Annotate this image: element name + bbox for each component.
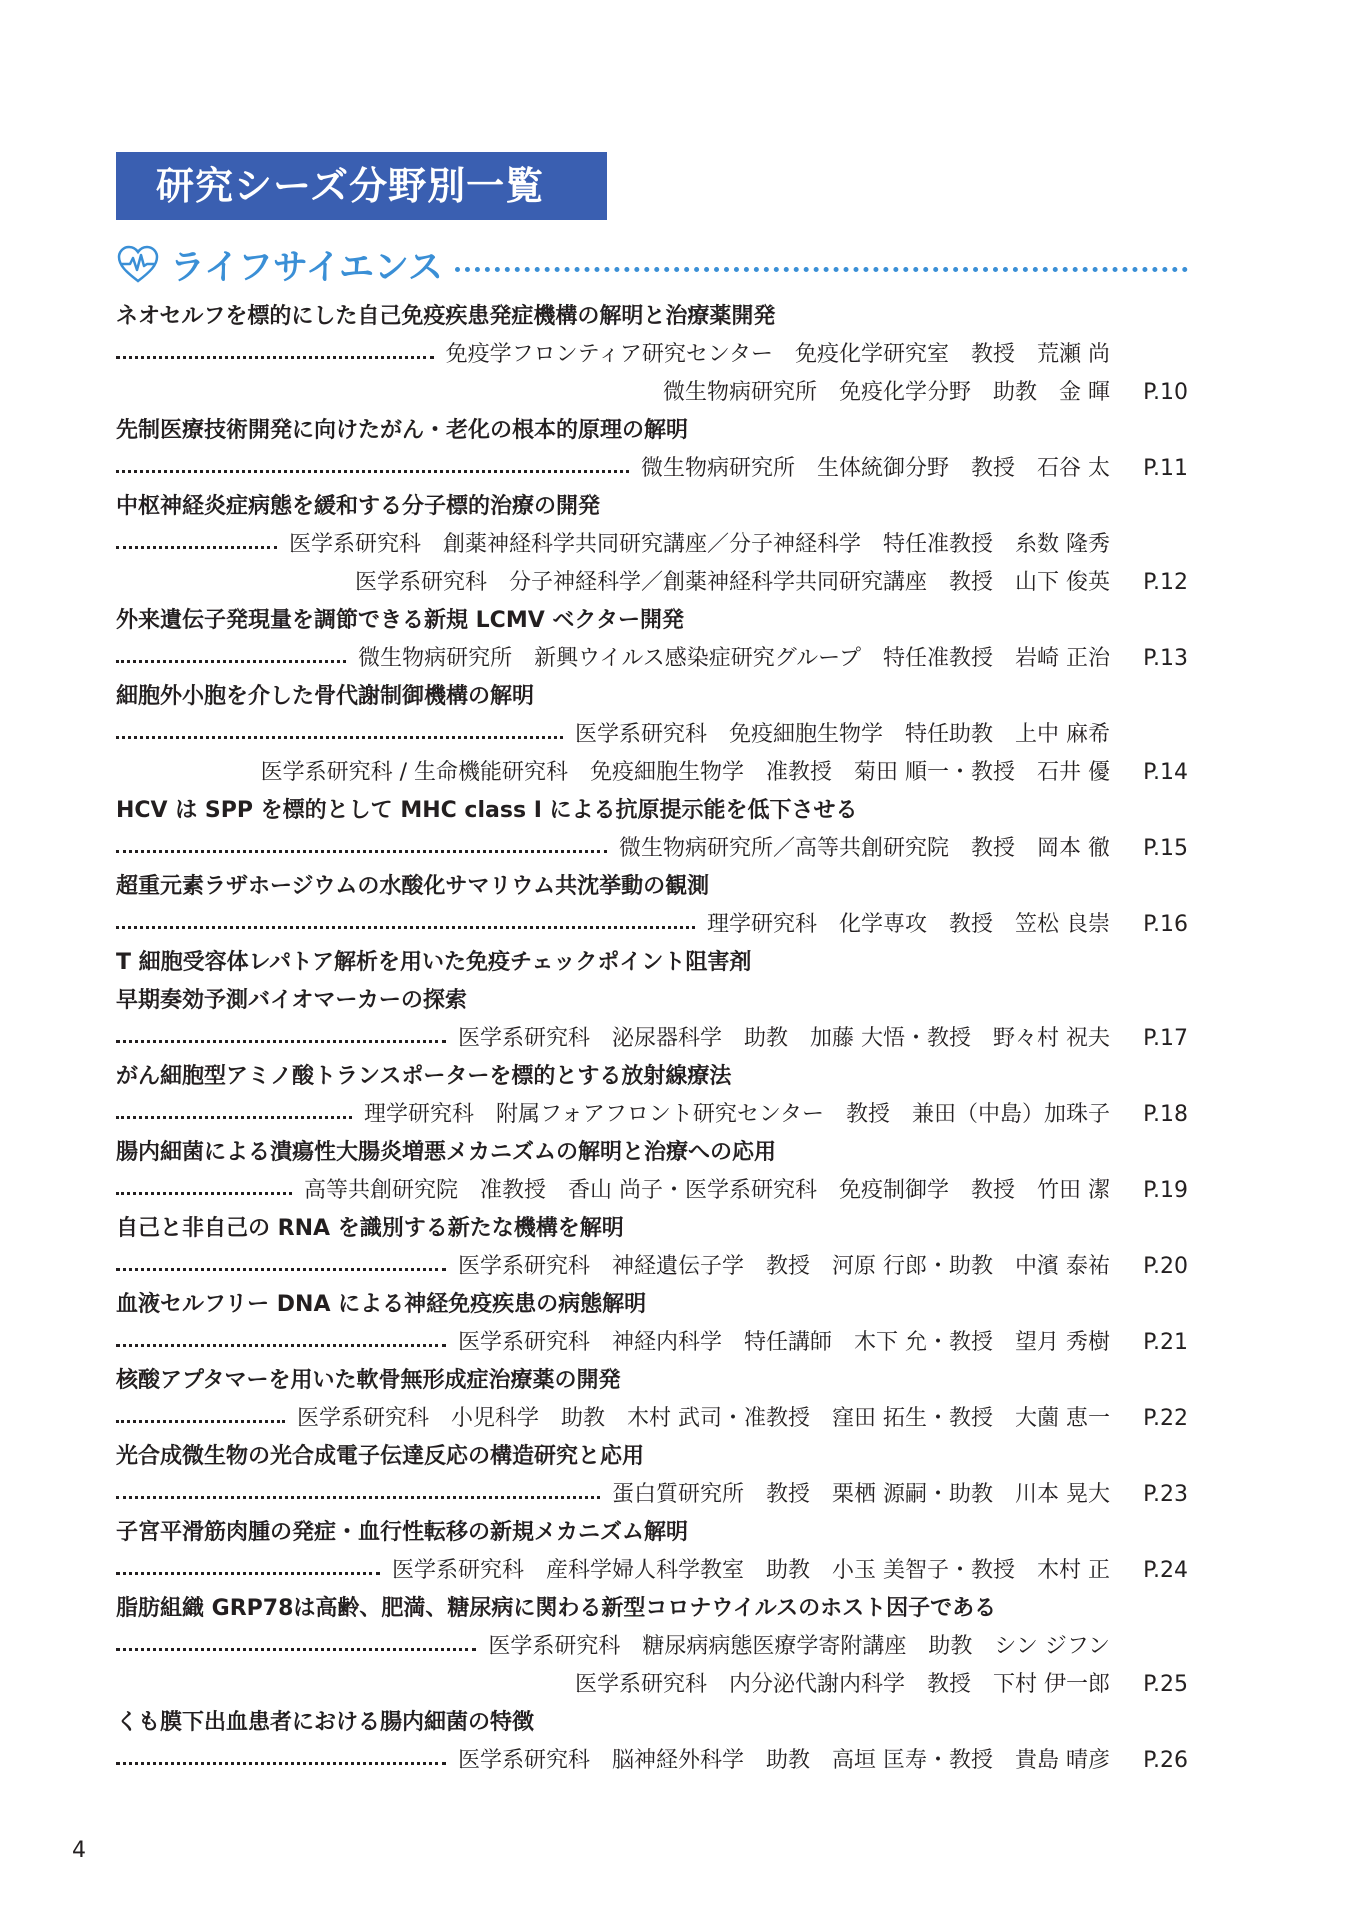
list-item: [116, 1514, 1188, 1590]
entry-authors: 医学系研究科 内分泌代謝内科学 教授 下村 伊一郎: [575, 1672, 1110, 1697]
entry-page-ref: P.18: [1143, 1102, 1188, 1127]
entry-author-line: [116, 1628, 1188, 1666]
list-item: [116, 488, 1188, 602]
dotted-leader: [116, 1496, 600, 1499]
entry-page-ref: P.23: [1143, 1482, 1188, 1507]
entry-authors: 医学系研究科 脳神経外科学 助教 高垣 匡寿・教授 貴島 晴彦: [458, 1748, 1110, 1773]
entry-title: 子宮平滑筋肉腫の発症・血行性転移の新規メカニズム解明: [116, 1520, 689, 1545]
entry-author-line: [116, 1666, 1188, 1704]
entry-authors: 微生物病研究所／高等共創研究院 教授 岡本 徹: [619, 836, 1110, 861]
list-item: [116, 1362, 1188, 1438]
heart-pulse-icon: [116, 245, 160, 285]
entry-page-ref: P.15: [1143, 836, 1188, 861]
list-item: [116, 1704, 1188, 1780]
section-label: ライフサイエンス: [170, 248, 444, 288]
dotted-leader: [116, 660, 346, 663]
list-item: [116, 602, 1188, 678]
list-item: [116, 1286, 1188, 1362]
entry-authors: 免疫学フロンティア研究センター 免疫化学研究室 教授 荒瀬 尚: [445, 342, 1110, 367]
entry-page-ref: P.12: [1143, 570, 1188, 595]
entry-title: ネオセルフを標的にした自己免疫疾患発症機構の解明と治療薬開発: [116, 304, 776, 329]
dotted-leader: [116, 1344, 446, 1347]
entry-title: 自己と非自己の RNA を識別する新たな機構を解明: [116, 1216, 624, 1241]
dotted-leader: [116, 1268, 446, 1271]
dotted-leader: [116, 356, 434, 359]
entry-author-line: [116, 1248, 1188, 1286]
entry-authors: 医学系研究科 産科学婦人科学教室 助教 小玉 美智子・教授 木村 正: [392, 1558, 1110, 1583]
dotted-leader: [116, 546, 277, 549]
entry-author-line: [116, 450, 1188, 488]
entry-page-ref: P.10: [1143, 380, 1188, 405]
entry-page-ref: P.13: [1143, 646, 1188, 671]
entry-author-line: [116, 754, 1188, 792]
list-item: [116, 1210, 1188, 1286]
entry-page-ref: P.26: [1143, 1748, 1188, 1773]
entry-authors: 医学系研究科 神経遺伝子学 教授 河原 行郎・助教 中濱 泰祐: [458, 1254, 1110, 1279]
entry-authors: 蛋白質研究所 教授 栗栖 源嗣・助教 川本 晃大: [612, 1482, 1110, 1507]
list-item: [116, 1590, 1188, 1704]
entry-title: くも膜下出血患者における腸内細菌の特徴: [116, 1710, 535, 1735]
section-dotted-rule: [455, 267, 1188, 272]
entry-page-ref: P.17: [1143, 1026, 1188, 1051]
entry-author-line: [116, 906, 1188, 944]
page-title: 研究シーズ分野別一覧: [116, 152, 607, 220]
entry-page-ref: P.14: [1143, 760, 1188, 785]
entry-author-line: [116, 336, 1188, 374]
entry-author-line: [116, 640, 1188, 678]
entry-title: がん細胞型アミノ酸トランスポーターを標的とする放射線療法: [116, 1064, 732, 1089]
entry-authors: 理学研究科 附属フォアフロント研究センター 教授 兼田（中島）加珠子: [363, 1102, 1110, 1127]
entry-page-ref: P.22: [1143, 1406, 1188, 1431]
entry-authors: 医学系研究科 / 生命機能研究科 免疫細胞生物学 准教授 菊田 順一・教授 石井 優: [260, 760, 1110, 785]
entry-author-line: [116, 716, 1188, 754]
entry-author-line: [116, 1324, 1188, 1362]
entry-page-ref: P.24: [1143, 1558, 1188, 1583]
entry-author-line: [116, 1742, 1188, 1780]
dotted-leader: [116, 1420, 285, 1423]
entry-title: 超重元素ラザホージウムの水酸化サマリウム共沈挙動の観測: [116, 874, 710, 899]
entry-page-ref: P.20: [1143, 1254, 1188, 1279]
entry-author-line: [116, 1096, 1188, 1134]
list-item: [116, 298, 1188, 412]
entry-author-line: [116, 830, 1188, 868]
entry-title: 中枢神経炎症病態を緩和する分子標的治療の開発: [116, 494, 601, 519]
entry-authors: 微生物病研究所 生体統御分野 教授 石谷 太: [641, 456, 1110, 481]
entry-authors: 医学系研究科 泌尿器科学 助教 加藤 大悟・教授 野々村 祝夫: [458, 1026, 1110, 1051]
entry-page-ref: P.11: [1143, 456, 1188, 481]
entry-title: 腸内細菌による潰瘍性大腸炎増悪メカニズムの解明と治療への応用: [116, 1140, 777, 1165]
entry-title: 細胞外小胞を介した骨代謝制御機構の解明: [116, 684, 535, 709]
dotted-leader: [116, 1040, 446, 1043]
list-item: [116, 1058, 1188, 1134]
section-header: [116, 238, 1188, 292]
entry-title: 光合成微生物の光合成電子伝達反応の構造研究と応用: [116, 1444, 645, 1469]
entry-authors: 医学系研究科 創薬神経科学共同研究講座／分子神経科学 特任准教授 糸数 隆秀: [289, 532, 1110, 557]
entry-authors: 微生物病研究所 免疫化学分野 助教 金 暉: [663, 380, 1110, 405]
entry-author-line: [116, 1552, 1188, 1590]
list-item: [116, 412, 1188, 488]
dotted-leader: [116, 1192, 292, 1195]
entry-authors: 医学系研究科 免疫細胞生物学 特任助教 上中 麻希: [575, 722, 1110, 747]
entry-authors: 医学系研究科 神経内科学 特任講師 木下 允・教授 望月 秀樹: [458, 1330, 1110, 1355]
dotted-leader: [116, 850, 607, 853]
entry-title: 脂肪組織 GRP78は高齢、肥満、糖尿病に関わる新型コロナウイルスのホスト因子である: [116, 1596, 997, 1621]
dotted-leader: [116, 736, 563, 739]
entry-author-line: [116, 1020, 1188, 1058]
entry-title: T 細胞受容体レパトア解析を用いた免疫チェックポイント阻害剤: [116, 950, 752, 975]
entry-title: 血液セルフリー DNA による神経免疫疾患の病態解明: [116, 1292, 647, 1317]
entry-title: 先制医療技術開発に向けたがん・老化の根本的原理の解明: [116, 418, 689, 443]
entry-authors: 医学系研究科 糖尿病病態医療学寄附講座 助教 シン ジフン: [488, 1634, 1110, 1659]
list-item: [116, 868, 1188, 944]
dotted-leader: [116, 1116, 352, 1119]
dotted-leader: [116, 1762, 446, 1765]
dotted-leader: [116, 1648, 476, 1651]
list-item: [116, 1134, 1188, 1210]
dotted-leader: [116, 926, 695, 929]
entry-author-line: [116, 1400, 1188, 1438]
dotted-leader: [116, 1572, 380, 1575]
list-item: [116, 678, 1188, 792]
entry-author-line: [116, 526, 1188, 564]
entry-page-ref: P.25: [1143, 1672, 1188, 1697]
entry-page-ref: P.16: [1143, 912, 1188, 937]
entry-page-ref: P.21: [1143, 1330, 1188, 1355]
list-item: [116, 1438, 1188, 1514]
entry-authors: 医学系研究科 分子神経科学／創薬神経科学共同研究講座 教授 山下 俊英: [355, 570, 1110, 595]
page-number: 4: [72, 1838, 86, 1863]
entry-title: 早期奏効予測バイオマーカーの探索: [116, 988, 467, 1013]
entry-authors: 高等共創研究院 准教授 香山 尚子・医学系研究科 免疫制御学 教授 竹田 潔: [304, 1178, 1110, 1203]
entry-title: HCV は SPP を標的として MHC class I による抗原提示能を低下させる: [116, 798, 858, 823]
entry-authors: 理学研究科 化学専攻 教授 笠松 良崇: [707, 912, 1110, 937]
entry-title: 核酸アプタマーを用いた軟骨無形成症治療薬の開発: [116, 1368, 621, 1393]
entry-author-line: [116, 564, 1188, 602]
entry-authors: 医学系研究科 小児科学 助教 木村 武司・准教授 窪田 拓生・教授 大薗 恵一: [297, 1406, 1110, 1431]
entry-authors: 微生物病研究所 新興ウイルス感染症研究グループ 特任准教授 岩崎 正治: [358, 646, 1110, 671]
entry-author-line: [116, 1172, 1188, 1210]
entry-title: 外来遺伝子発現量を調節できる新規 LCMV ベクター開発: [116, 608, 684, 633]
list-item: [116, 792, 1188, 868]
entry-page-ref: P.19: [1143, 1178, 1188, 1203]
entry-author-line: [116, 374, 1188, 412]
dotted-leader: [116, 470, 629, 473]
entry-author-line: [116, 1476, 1188, 1514]
list-item: [116, 944, 1188, 1058]
seed-list: [116, 298, 1188, 1780]
